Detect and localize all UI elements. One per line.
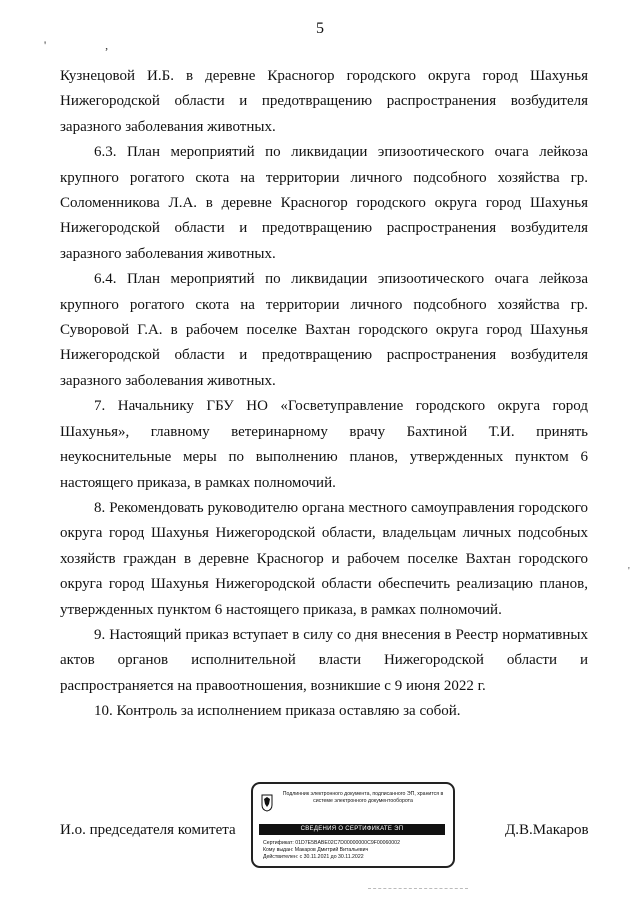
scan-marks: ' , (44, 38, 137, 52)
page-number: 5 (316, 20, 324, 37)
signatory-name: Д.В.Макаров (505, 822, 589, 838)
document-body (60, 64, 588, 725)
coat-of-arms-icon (261, 794, 273, 812)
scan-edge-mark: ' (628, 566, 630, 577)
stamp-header-text: Подлинник электронного документа, подписанного ЭП, хранится в системе электронного документооборота (282, 791, 444, 804)
stamp-owner: Кому выдан: Макаров Дмитрий Витальевич (263, 847, 369, 853)
stamp-validity: Действителен: с 30.11.2021 до 30.11.2022 (263, 854, 364, 860)
paragraph-6-3: 6.3. План мероприятий по ликвидации эпизоотического очага лейкоза крупного рогатого скота на территории личного подсобного хозяйства гр. Соломенникова Л.А. в деревне Красногор городского округа город Шахунья Нижегородской области и предотвращению распространения возбудителя заразного заболевания животных. (60, 144, 588, 262)
stamp-certificate: Сертификат: 01D7E5BABE02C7D00000000C9F00060002 (263, 840, 400, 846)
stamp-title: СВЕДЕНИЯ О СЕРТИФИКАТЕ ЭП (259, 824, 445, 835)
paragraph-8: 8. Рекомендовать руководителю органа местного самоуправления городского округа город Шахунья Нижегородской области, владельцам личных подсобных хозяйств граждан в деревне Красногор и рабочем поселке Вахтан городского округа город Шахунья Нижегородской области обеспечить реализацию планов, утвержденных пунктом 6 настоящего приказа, в рамках полномочий. (60, 499, 588, 618)
signatory-position: И.о. председателя комитета (60, 822, 236, 838)
paragraph-continuation: Кузнецовой И.Б. в деревне Красногор городского округа город Шахунья Нижегородской области и предотвращению распространения возбудителя заразного заболевания животных. (60, 68, 588, 135)
paragraph-10: 10. Контроль за исполнением приказа оставляю за собой. (94, 703, 461, 720)
digital-signature-stamp (251, 782, 455, 868)
paragraph-7: 7. Начальнику ГБУ НО «Госветуправление городского округа город Шахунья», главному ветеринарному врачу Бахтиной Т.И. принять неукоснительные меры по выполнению планов, утвержденных пунктом 6 настоящего приказа, в рамках полномочий. (60, 398, 588, 491)
paragraph-6-4: 6.4. План мероприятий по ликвидации эпизоотического очага лейкоза крупного рогатого скота на территории личного подсобного хозяйства гр. Суворовой Г.А. в рабочем поселке Вахтан городского округа город Шахунья Нижегородской области и предотвращению распространения возбудителя заразного заболевания животных. (60, 271, 588, 389)
footer-divider (368, 888, 468, 889)
paragraph-9: 9. Настоящий приказ вступает в силу со дня внесения в Реестр нормативных актов органов исполнительной власти Нижегородской области и распространяется на правоотношения, возникшие с 9 июня 2022 г. (60, 626, 588, 694)
